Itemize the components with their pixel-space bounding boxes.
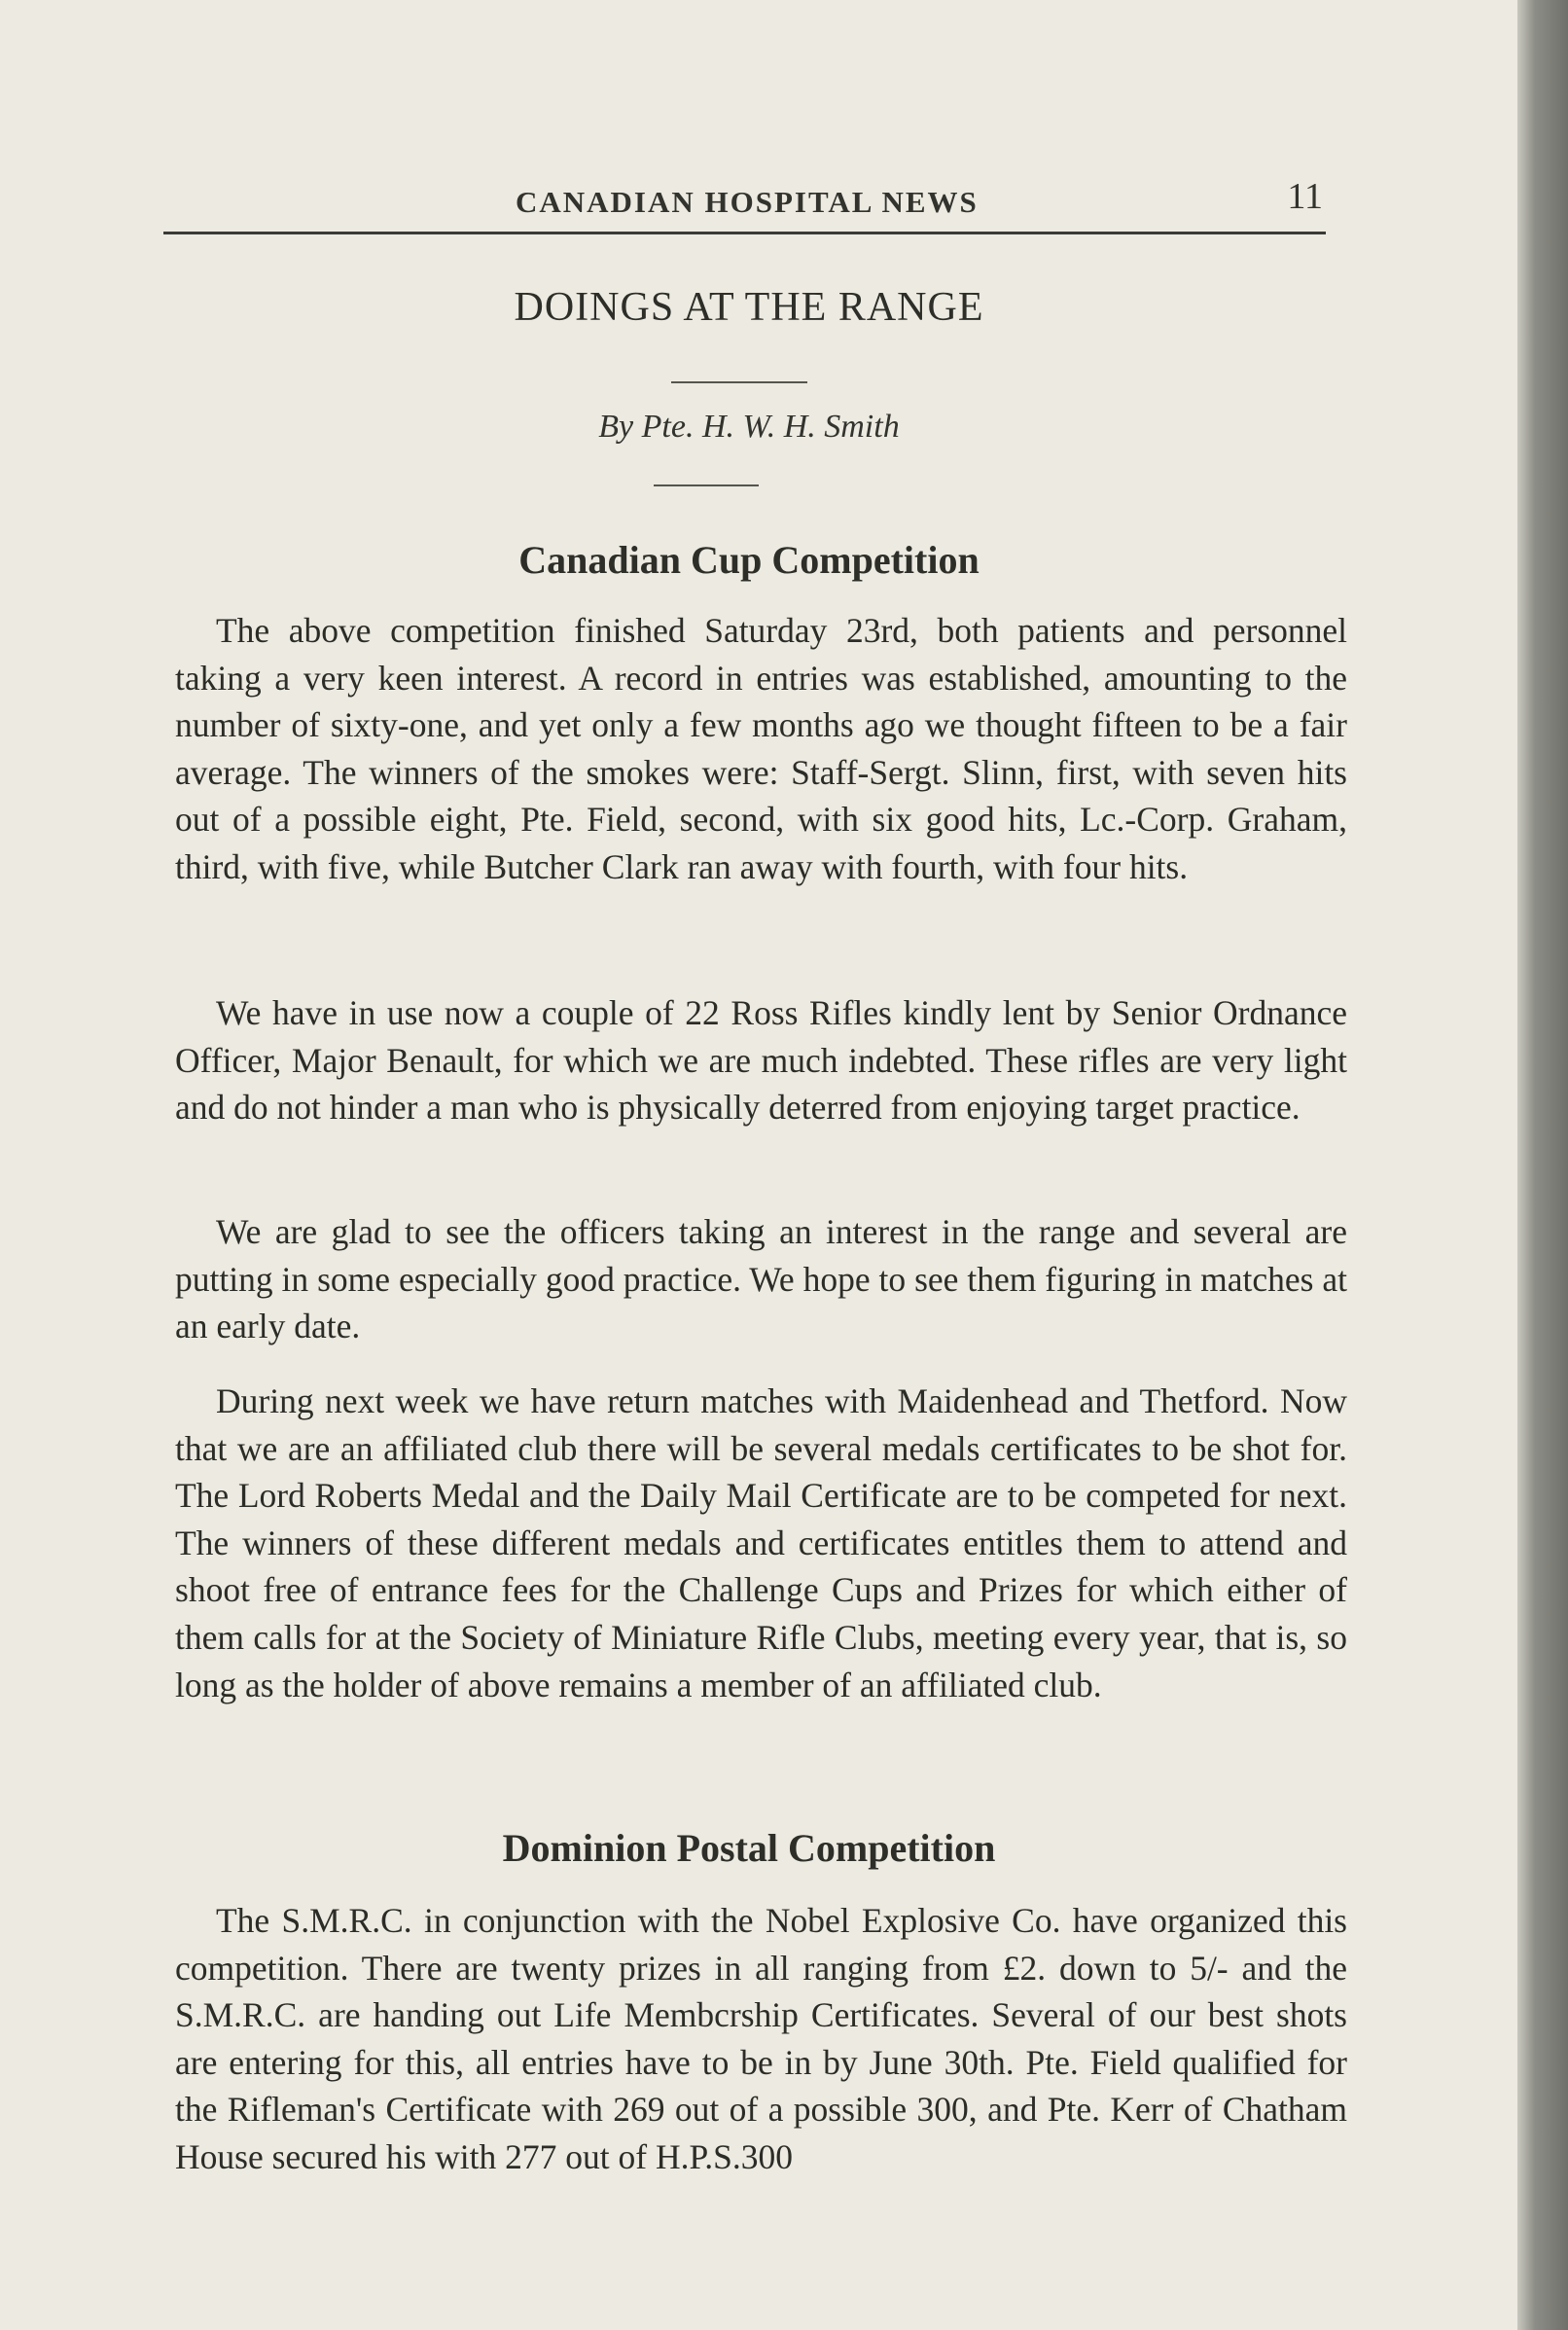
journal-name: CANADIAN HOSPITAL NEWS — [516, 185, 979, 219]
paragraph-cup-results: The above competition finished Saturday 23rd, both patients and personnel taking a very keen interest. A record in entries was established, amounting to the number of sixty-one, and yet only a few months ago we thought fifteen to be a fair average. The winners of the smokes were: Staff-Sergt. Slinn, first, with seven hits out of a possible eight, Pte. Field, second, with six good hits, Lc.-Corp. Graham, third, with five, while Butcher Clark ran away with fourth, with four hits. — [175, 611, 1347, 886]
title-divider — [671, 381, 807, 383]
paragraph-postal-competition: The S.M.R.C. in conjunction with the Nobel Explosive Co. have organized this competition. There are twenty prizes in all ranging from £2. down to 5/- and the S.M.R.C. are handing out Life Membcrship Certificates. Several of our best shots are entering for this, all entries have to be in by June 30th. Pte. Field qualified for the Rifleman's Certificate with 269 out of a possible 300, and Pte. Kerr of Chatham House secured his with 277 out of H.P.S.300 — [175, 1901, 1347, 2176]
byline: By Pte. H. W. H. Smith — [598, 409, 900, 445]
section-heading-canadian-cup: Canadian Cup Competition — [518, 538, 980, 582]
running-head — [165, 175, 1323, 220]
binding-edge — [1517, 0, 1568, 2330]
header-rule — [163, 232, 1326, 234]
byline-divider — [654, 484, 759, 486]
paragraph-officers: We are glad to see the officers taking an interest in the range and several are putting in some especially good practice. We hope to see them figuring in matches at an early date. — [175, 1212, 1347, 1346]
article-title: DOINGS AT THE RANGE — [514, 285, 984, 330]
paragraph-ross-rifles: We have in use now a couple of 22 Ross Rifles kindly lent by Senior Ordnance Officer, Major Benault, for which we are much indebted. These rifles are very light and do not hinder a man who is physically deterred from enjoying target practice. — [175, 993, 1347, 1128]
paragraph-return-matches: During next week we have return matches with Maidenhead and Thetford. Now that we are an affiliated club there will be several medals certificates to be shot for. The Lord Roberts Medal and the Daily Mail Certificate are to be competed for next. The winners of these different medals and certificates entitles them to attend and shoot free of entrance fees for the Challenge Cups and Prizes for which either of them calls for at the Society of Miniature Rifle Clubs, meeting every year, that is, so long as the holder of above remains a member of an affiliated club. — [175, 1381, 1347, 1704]
section-heading-dominion-postal: Dominion Postal Competition — [502, 1826, 996, 1870]
page-number: 11 — [1287, 176, 1323, 217]
